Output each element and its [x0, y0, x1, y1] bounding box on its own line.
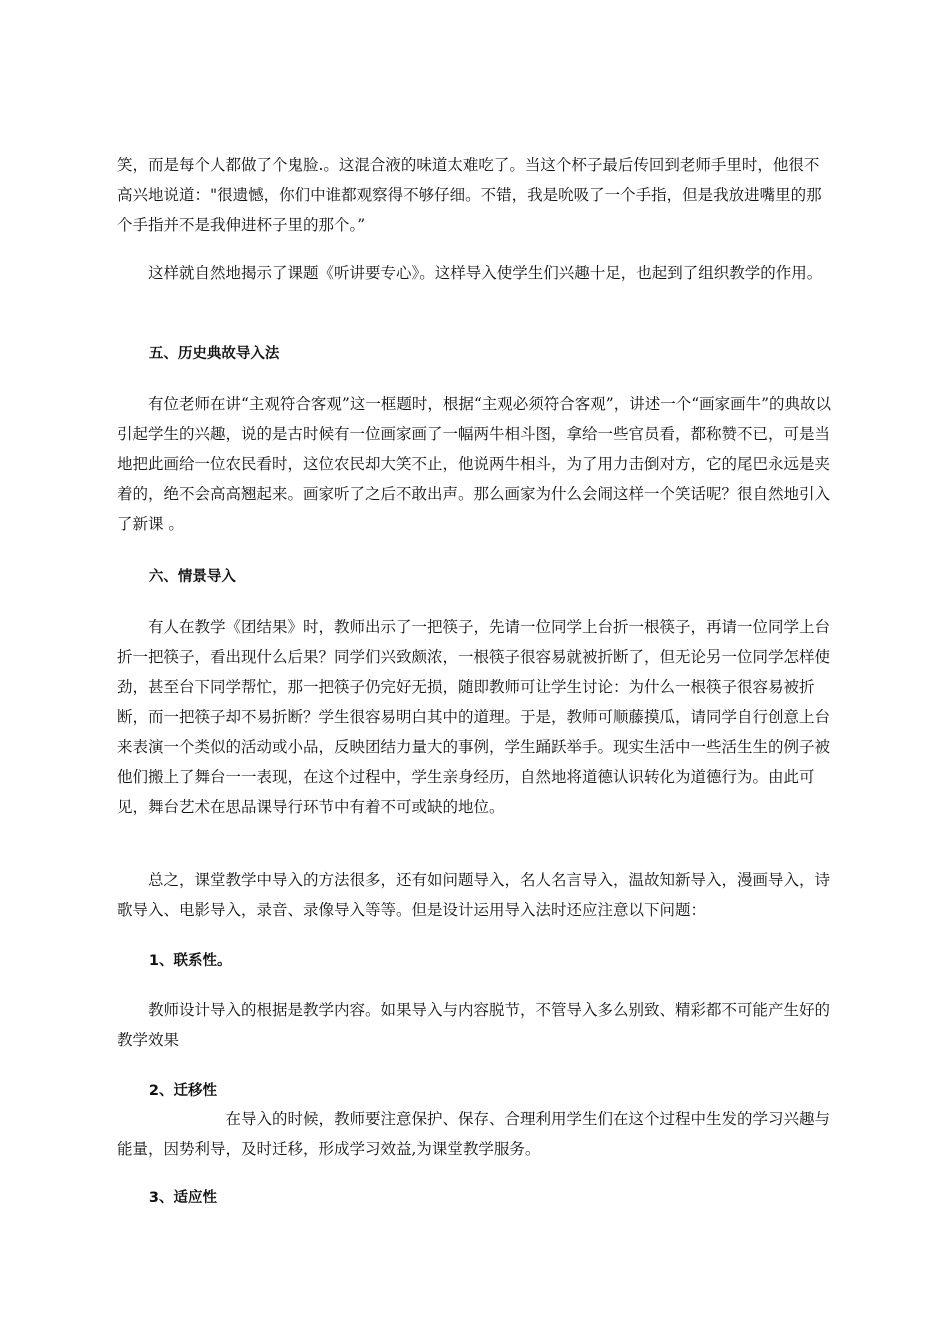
paragraph-transfer: 在导入的时候，教师要注意保护、保存、合理利用学生们在这个过程中生发的学习兴趣与能量，因势利导，及时迁移，形成学习效益,为课堂教学服务。 — [117, 1110, 831, 1158]
heading-transfer: 2、迁移性 — [148, 1083, 217, 1099]
paragraph-chopsticks-story: 有人在教学《团结果》时，教师出示了一把筷子，先请一位同学上台折一根筷子，再请一位同学上台折一把筷子，看出现什么后果？同学们兴致颇浓，一根筷子很容易就被折断了，但无论另一位同学怎样使劲，甚至台下同学帮忙，那一把筷子仍完好无损，随即教师可让学生讨论：为什么一根筷子很容易被折断，而一把筷子却不易折断？学生很容易明白其中的道理。于是，教师可顺藤摸瓜，请同学自行创意上台来表演一个类似的活动或小品，反映团结力量大的事例，学生踊跃举手。现实生活中一些活生生的例子被他们搬上了舞台一一表现，在这个过程中，学生亲身经历，自然地将道德认识转化为道德行为。由此可见，舞台艺术在思品课导行环节中有着不可或缺的地位。 — [117, 618, 831, 816]
heading-adaptability: 3、适应性 — [148, 1190, 217, 1206]
paragraph-story-ending: 笑，而是每个人都做了个鬼脸.。这混合液的味道太难吃了。当这个杯子最后传回到老师手里时，他很不高兴地说道："很遗憾，你们中谁都观察得不够仔细。不错，我是吮吸了一个手指，但是我放进嘴里的那个手指并不是我伸进杯子里的那个。” — [117, 156, 822, 234]
heading-relevance: 1、联系性。 — [148, 953, 232, 969]
heading-historical-allusion: 五、历史典故导入法 — [148, 346, 280, 362]
paragraph-relevance: 教师设计导入的根据是教学内容。如果导入与内容脱节，不管导入多么别致、精彩都不可能产生好的教学效果 — [117, 1001, 831, 1049]
heading-scenario-intro: 六、情景导入 — [148, 569, 236, 585]
paragraph-topic-reveal: 这样就自然地揭示了课题《听讲要专心》。这样导入使学生们兴趣十足，也起到了组织教学的作用。 — [148, 264, 823, 282]
paragraph-painter-story: 有位老师在讲“主观符合客观”这一框题时，根据“主观必须符合客观”，讲述一个“画家画牛”的典故以引起学生的兴趣，说的是古时候有一位画家画了一幅两牛相斗图，拿给一些官员看，都称赞不已，可是当地把此画给一位农民看时，这位农民却大笑不止，他说两牛相斗，为了用力击倒对方，它的尾巴永远是夹着的，绝不会高高翘起来。画家听了之后不敢出声。那么画家为什么会闹这样一个笑话呢？很自然地引入了新课 。 — [117, 395, 832, 533]
paragraph-summary: 总之，课堂教学中导入的方法很多，还有如问题导入，名人名言导入，温故知新导入，漫画导入，诗歌导入、电影导入，录音、录像导入等等。但是设计运用导入法时还应注意以下问题： — [117, 871, 831, 919]
